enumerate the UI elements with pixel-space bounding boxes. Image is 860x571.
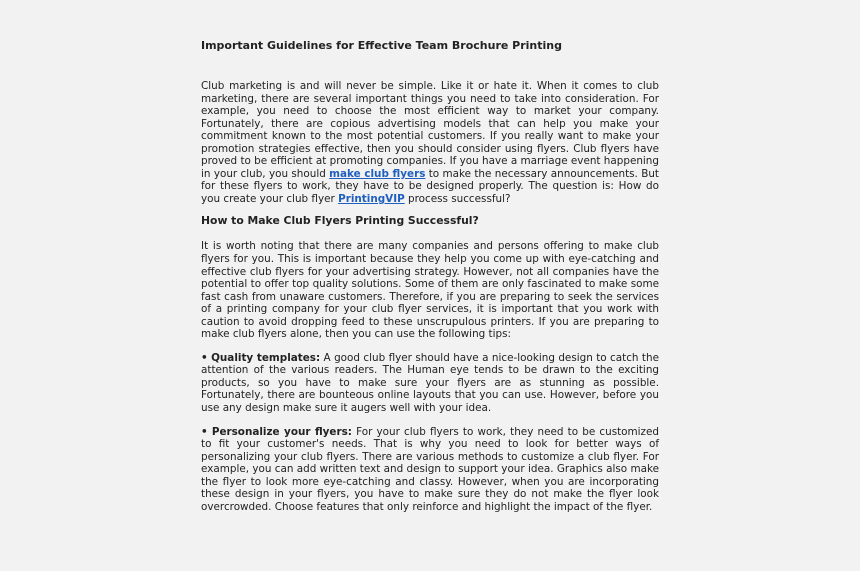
intro-text-1: Club marketing is and will never be simple. Like it or hate it. When it comes to club marketing, there are several important things you need to take into consideration. For example, you need to choose the most efficient way to market your company. Fortunately, there are copious advertising models that can help you make your commitment known to the most potential customers. If you really want to make your promotion strategies effective, then you should consider using flyers. Club flyers have proved to be efficient at promoting companies. If you have a marriage event happening in your club, you should [201,80,659,180]
intro-paragraph [201,80,659,205]
bullet-label: Personalize your flyers: [211,425,352,438]
bullet-text: For your club flyers to work, they need to be customized to fit your customer's needs. That is why you need to look for better ways of personalizing your club flyers. There are various methods to customize a club flyer. For example, you can add written text and design to support your idea. Graphics also make the flyer to look more eye-catching and classy. However, when you are incorporating these design in your flyers, you have to make sure they do not make the flyer look overcrowded. Choose features that only reinforce and highlight the impact of the flyer. [201,425,659,513]
document-body [201,38,659,513]
bullet-marker: • [201,425,208,438]
intro-text-2: to make the necessary announcements. But for these flyers to work, they have to be designed properly. The question is: How do you create your club flyer [201,167,659,205]
tips-intro-paragraph: It is worth noting that there are many companies and persons offering to make club flyers for you. This is important because they help you come up with eye-catching and effective club flyers for your advertising strategy. However, not all companies have the potential to offer top quality solutions. Some of them are only fascinated to make some fast cash from unaware customers. Therefore, if you are preparing to seek the services of a printing company for your club flyer services, it is important that you work with caution to avoid dropping feed to these unscrupulous printers. If you are preparing to make club flyers alone, then you can use the following tips: [201,240,659,341]
bullet-marker: • [201,351,208,364]
bullet-personalize-flyers [201,426,659,514]
intro-text-3: process successful? [404,192,511,205]
document-title: Important Guidelines for Effective Team Brochure Printing [201,39,562,52]
section-heading: How to Make Club Flyers Printing Successful? [201,214,479,228]
bullet-quality-templates [201,352,659,415]
make-club-flyers-link[interactable]: make club flyers [329,167,426,180]
bullet-label: Quality templates: [211,351,321,364]
printingvip-link[interactable]: PrintingVIP [338,192,405,205]
bullet-text: A good club flyer should have a nice-looking design to catch the attention of the various readers. The Human eye tends to be drawn to the exciting products, so you have to make sure your flyers are as stunning as possible. Fortunately, there are bounteous online layouts that you can use. However, before you use any design make sure it augers well with your idea. [201,351,659,415]
